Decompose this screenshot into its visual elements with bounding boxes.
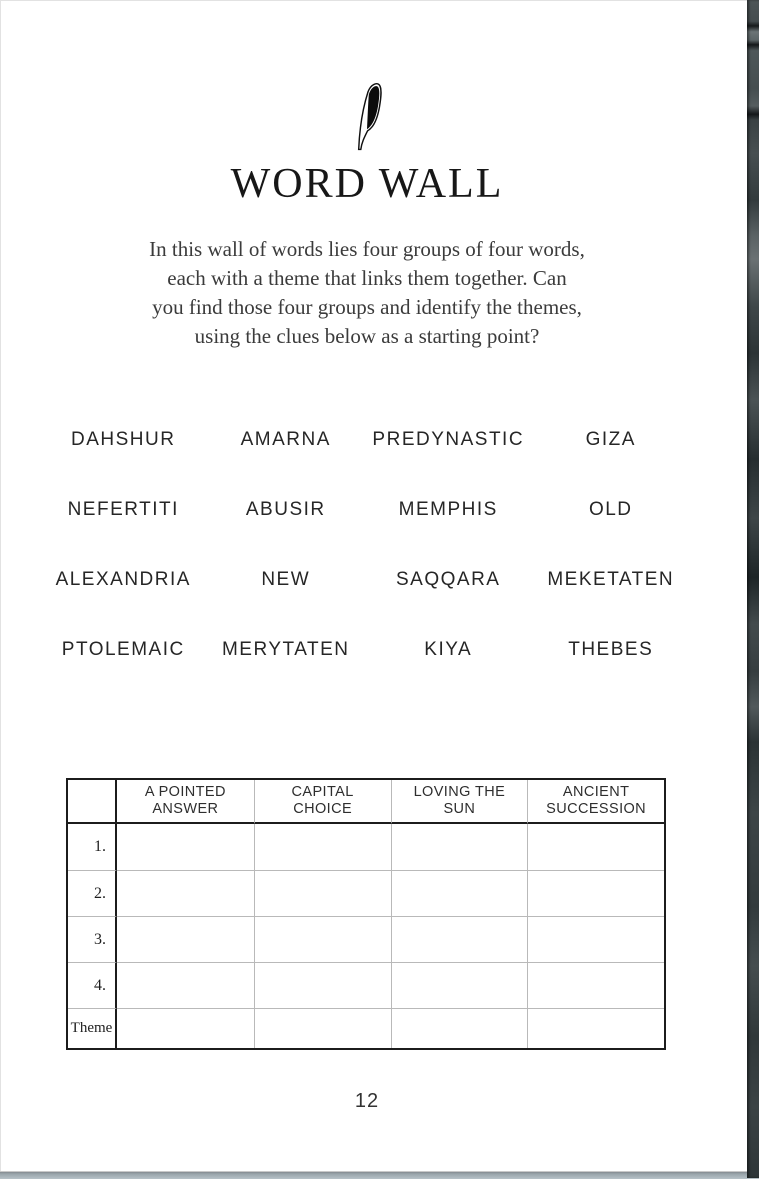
column-header: ANCIENT SUCCESSION bbox=[527, 780, 664, 824]
word-item: MERYTATEN bbox=[221, 639, 350, 660]
answer-cell bbox=[391, 870, 528, 916]
intro-paragraph bbox=[87, 235, 647, 351]
word-item: MEKETATEN bbox=[547, 569, 675, 590]
answer-cell bbox=[391, 962, 528, 1008]
answer-cell bbox=[391, 824, 528, 870]
answer-cell bbox=[117, 824, 254, 870]
answer-cell bbox=[527, 1008, 664, 1048]
answer-cell bbox=[527, 916, 664, 962]
row-label: 1. bbox=[68, 824, 117, 870]
intro-line: you find those four groups and identify the themes, bbox=[152, 295, 582, 319]
word-item: NEFERTITI bbox=[67, 499, 179, 520]
word-item: ALEXANDRIA bbox=[55, 569, 191, 590]
intro-line: using the clues below as a starting point? bbox=[194, 324, 540, 348]
row-label: 2. bbox=[68, 870, 117, 916]
word-wall-grid bbox=[42, 405, 692, 685]
word-item: SAQQARA bbox=[396, 569, 501, 590]
answer-cell bbox=[391, 916, 528, 962]
right-photo-edge bbox=[747, 0, 759, 1178]
word-item: NEW bbox=[261, 569, 311, 590]
answer-cell bbox=[254, 962, 391, 1008]
row-label: 4. bbox=[68, 962, 117, 1008]
table-corner-cell bbox=[68, 780, 117, 824]
answer-cell bbox=[254, 824, 391, 870]
intro-line: each with a theme that links them together. Can bbox=[167, 266, 567, 290]
answer-cell bbox=[527, 870, 664, 916]
word-item: GIZA bbox=[585, 429, 636, 450]
word-item: OLD bbox=[588, 499, 633, 520]
quill-feather-icon bbox=[351, 80, 385, 152]
intro-line: In this wall of words lies four groups of four words, bbox=[149, 237, 585, 261]
word-item: PTOLEMAIC bbox=[61, 639, 185, 660]
column-header: A POINTED ANSWER bbox=[117, 780, 254, 824]
answer-cell bbox=[254, 870, 391, 916]
answer-cell bbox=[391, 1008, 528, 1048]
answer-cell bbox=[117, 916, 254, 962]
word-item: THEBES bbox=[568, 639, 654, 660]
row-label: Theme bbox=[68, 1008, 117, 1048]
answer-cell bbox=[117, 1008, 254, 1048]
column-header: LOVING THE SUN bbox=[391, 780, 528, 824]
answer-cell bbox=[254, 916, 391, 962]
answer-cell bbox=[527, 824, 664, 870]
answer-cell bbox=[117, 962, 254, 1008]
row-label: 3. bbox=[68, 916, 117, 962]
answer-cell bbox=[527, 962, 664, 1008]
word-item: KIYA bbox=[424, 639, 473, 660]
word-item: DAHSHUR bbox=[71, 429, 176, 450]
answer-table bbox=[66, 778, 666, 1050]
word-item: MEMPHIS bbox=[398, 499, 498, 520]
answer-cell bbox=[254, 1008, 391, 1048]
page-number: 12 bbox=[354, 1090, 380, 1112]
word-item: ABUSIR bbox=[245, 499, 326, 520]
answer-cell bbox=[117, 870, 254, 916]
column-header: CAPITAL CHOICE bbox=[254, 780, 391, 824]
word-item: AMARNA bbox=[240, 429, 331, 450]
page-title: WORD WALL bbox=[230, 161, 504, 207]
word-item: PREDYNASTIC bbox=[372, 429, 525, 450]
